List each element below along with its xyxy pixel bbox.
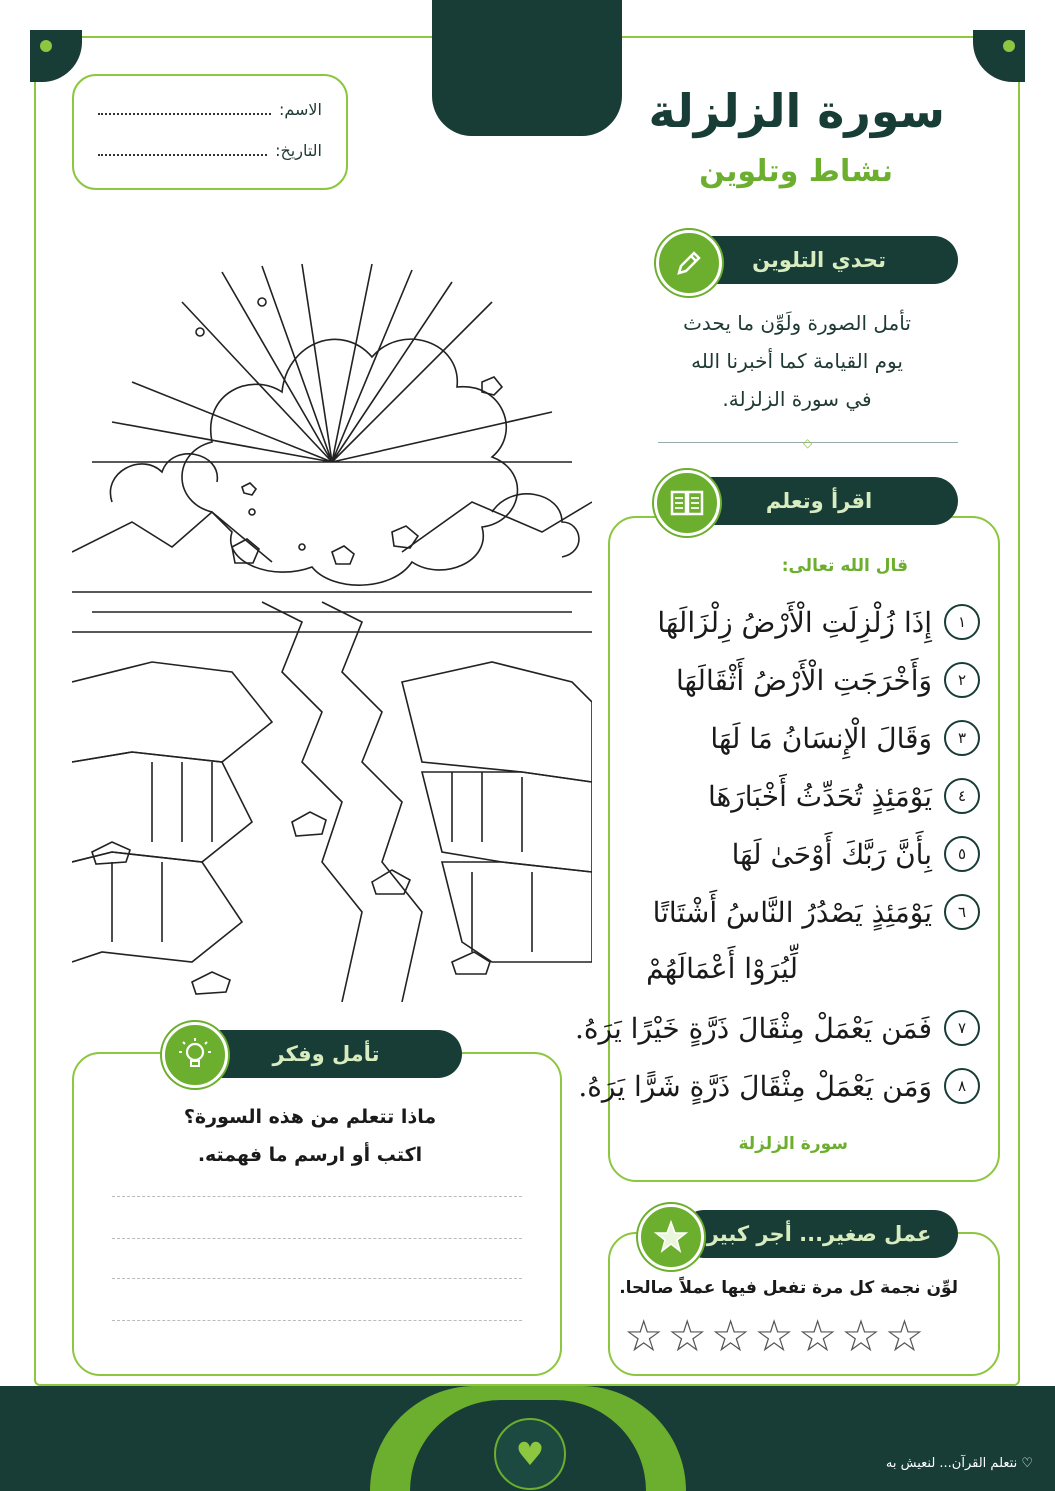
read-heading	[680, 477, 958, 525]
footer-slogan-text: نتعلم القرآن... لنعيش به	[885, 1456, 1018, 1471]
ayah-3	[710, 720, 980, 756]
reflect-box	[72, 1052, 562, 1376]
star-3[interactable]: ☆	[710, 1311, 751, 1362]
name-label: الاسم:	[278, 100, 322, 119]
reflect-prompt	[180, 1098, 440, 1174]
ayat-source: سورة الزلزلة	[738, 1134, 848, 1154]
coloring-line-1: تأمل الصورة ولَوِّن ما يحدث	[683, 311, 911, 335]
ayah-number-6: ٦	[944, 894, 980, 930]
ayah-number-4: ٤	[944, 778, 980, 814]
book-icon	[654, 470, 720, 536]
deeds-instruction: لوِّن نجمة كل مرة تفعل فيها عملاً صالحا.	[619, 1278, 958, 1298]
star-4[interactable]: ☆	[754, 1311, 794, 1362]
ayah-8	[578, 1068, 980, 1104]
heart-icon: ♥	[494, 1418, 566, 1490]
earthquake-coloring-picture	[72, 262, 592, 1002]
ayah-6	[653, 894, 980, 930]
star-5[interactable]: ☆	[797, 1311, 838, 1362]
writing-line[interactable]	[112, 1320, 522, 1321]
student-info-box	[72, 74, 348, 190]
reflect-line-2: اكتب أو ارسم ما فهمته.	[197, 1144, 423, 1166]
coloring-line-3: في سورة الزلزلة.	[722, 387, 872, 411]
star-1[interactable]: ☆	[624, 1311, 664, 1362]
coloring-heading-label: تحدي التلوين	[752, 248, 886, 272]
ayah-number-2: ٢	[944, 662, 980, 698]
ayah-5	[732, 836, 980, 872]
writing-line[interactable]	[112, 1278, 522, 1279]
ayah-text-2: وَأَخْرَجَتِ الْأَرْضُ أَثْقَالَهَا	[675, 663, 932, 697]
ayah-number-5: ٥	[944, 836, 980, 872]
ayah-number-1: ١	[944, 604, 980, 640]
name-field[interactable]	[98, 101, 271, 115]
ayah-4	[708, 778, 980, 814]
ayah-number-8: ٨	[944, 1068, 980, 1104]
date-field[interactable]	[98, 142, 267, 156]
page-subtitle: نشاط وتلوين	[699, 154, 893, 189]
reflect-heading	[190, 1030, 462, 1078]
deeds-heading-label: عمل صغير... أجر كبير	[706, 1222, 932, 1246]
date-label: التاريخ:	[275, 141, 322, 160]
star-icon	[638, 1204, 704, 1270]
ayah-text-3: وَقَالَ الْإِنسَانُ مَا لَهَا	[710, 721, 932, 755]
ayah-text-4: يَوْمَئِذٍ تُحَدِّثُ أَخْبَارَهَا	[707, 779, 932, 813]
ayah-text-5: بِأَنَّ رَبَّكَ أَوْحَىٰ لَهَا	[731, 837, 932, 871]
reflect-heading-label: تأمل وفكر	[272, 1042, 380, 1066]
star-row	[624, 1311, 925, 1362]
ayah-text-1: إِذَا زُلْزِلَتِ الْأَرْضُ زِلْزَالَهَا	[657, 605, 932, 639]
ayah-7	[575, 1010, 980, 1046]
star-7[interactable]: ☆	[884, 1311, 925, 1362]
page-title: سورة الزلزلة	[648, 84, 945, 138]
lightbulb-icon	[162, 1022, 228, 1088]
star-6[interactable]: ☆	[841, 1311, 881, 1362]
ayah-number-7: ٧	[944, 1010, 980, 1046]
top-tab-ornament	[432, 0, 622, 136]
writing-line[interactable]	[112, 1196, 522, 1197]
date-row[interactable]	[98, 141, 322, 160]
deeds-heading	[680, 1210, 958, 1258]
ayah-text-8: وَمَن يَعْمَلْ مِثْقَالَ ذَرَّةٍ شَرًّا يَرَهُ.	[578, 1069, 932, 1103]
star-2[interactable]: ☆	[667, 1311, 707, 1362]
footer-slogan: ♡ نتعلم القرآن... لنعيش به	[885, 1456, 1033, 1471]
ayah-1	[657, 604, 980, 640]
ayat-intro: قال الله تعالى:	[781, 556, 908, 576]
read-heading-label: اقرأ وتعلم	[765, 489, 873, 513]
pencil-icon	[656, 230, 722, 296]
ayah-2	[676, 662, 980, 698]
coloring-instructions	[667, 304, 927, 418]
coloring-line-2: يوم القيامة كما أخبرنا الله	[691, 349, 903, 373]
ayat-box	[574, 516, 1000, 1182]
writing-line[interactable]	[112, 1238, 522, 1239]
name-row[interactable]	[98, 100, 322, 119]
reflect-line-1: ماذا تتعلم من هذه السورة؟	[183, 1106, 437, 1128]
ayah-6-continuation: لِّيُرَوْا أَعْمَالَهُمْ	[646, 952, 798, 985]
ayah-text-6: يَوْمَئِذٍ يَصْدُرُ النَّاسُ أَشْتَاتًا	[652, 895, 932, 929]
ayah-text-7: فَمَن يَعْمَلْ مِثْقَالَ ذَرَّةٍ خَيْرًا يَرَهُ.	[574, 1011, 932, 1045]
ayah-number-3: ٣	[944, 720, 980, 756]
divider-ornament-icon: ◇	[803, 436, 813, 450]
